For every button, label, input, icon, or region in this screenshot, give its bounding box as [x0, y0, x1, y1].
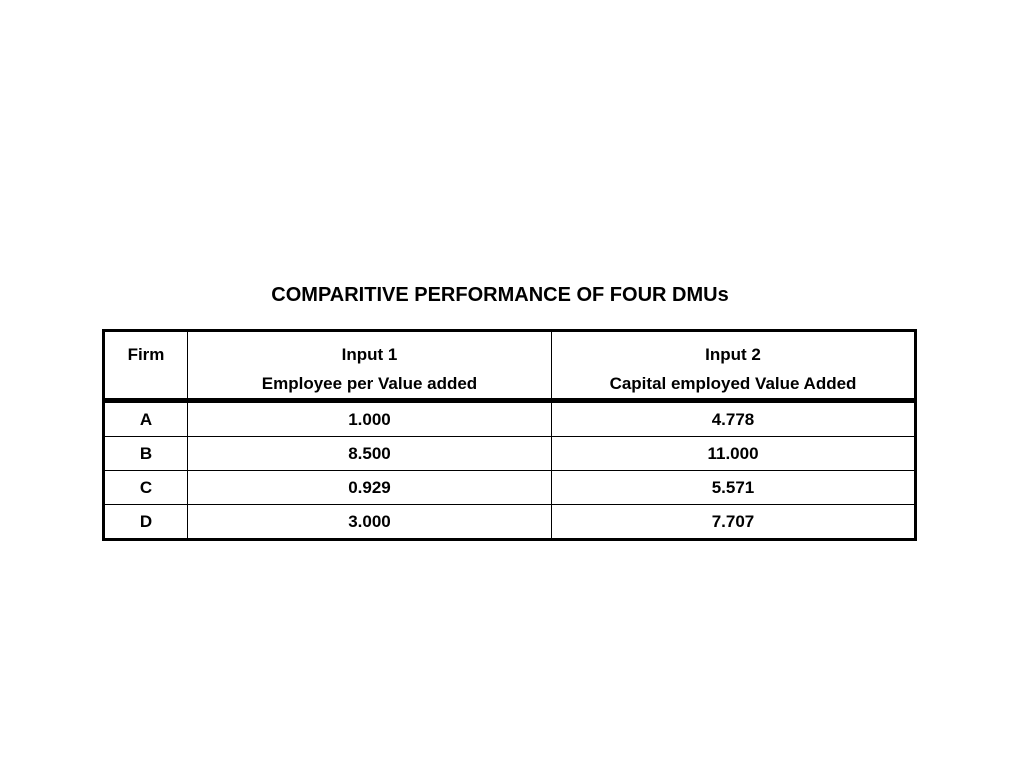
input-1-cell: 0.929: [188, 471, 552, 505]
header-firm-label: Firm: [127, 345, 165, 364]
input-2-cell: 7.707: [552, 505, 916, 540]
header-input-2: [552, 331, 916, 401]
input-2-cell: 4.778: [552, 401, 916, 437]
table-row: [104, 437, 916, 471]
input-1-cell: 1.000: [188, 401, 552, 437]
table-row: [104, 471, 916, 505]
input-1-cell: 3.000: [188, 505, 552, 540]
table-row: [104, 505, 916, 540]
header-input-1: [188, 331, 552, 401]
firm-cell: A: [104, 401, 188, 437]
page-title: COMPARITIVE PERFORMANCE OF FOUR DMUs: [271, 284, 729, 306]
header-input-1-label: Input 1: [341, 345, 398, 364]
performance-table: [102, 329, 917, 541]
input-1-cell: 8.500: [188, 437, 552, 471]
firm-cell: D: [104, 505, 188, 540]
table-row: [104, 401, 916, 437]
firm-cell: B: [104, 437, 188, 471]
input-2-cell: 11.000: [552, 437, 916, 471]
table-header-row: [104, 331, 916, 401]
firm-cell: C: [104, 471, 188, 505]
header-input-2-description: Capital employed Value Added: [609, 374, 857, 393]
input-2-cell: 5.571: [552, 471, 916, 505]
header-input-2-label: Input 2: [705, 345, 761, 364]
header-input-1-description: Employee per Value added: [261, 374, 478, 393]
header-firm: [104, 331, 188, 401]
